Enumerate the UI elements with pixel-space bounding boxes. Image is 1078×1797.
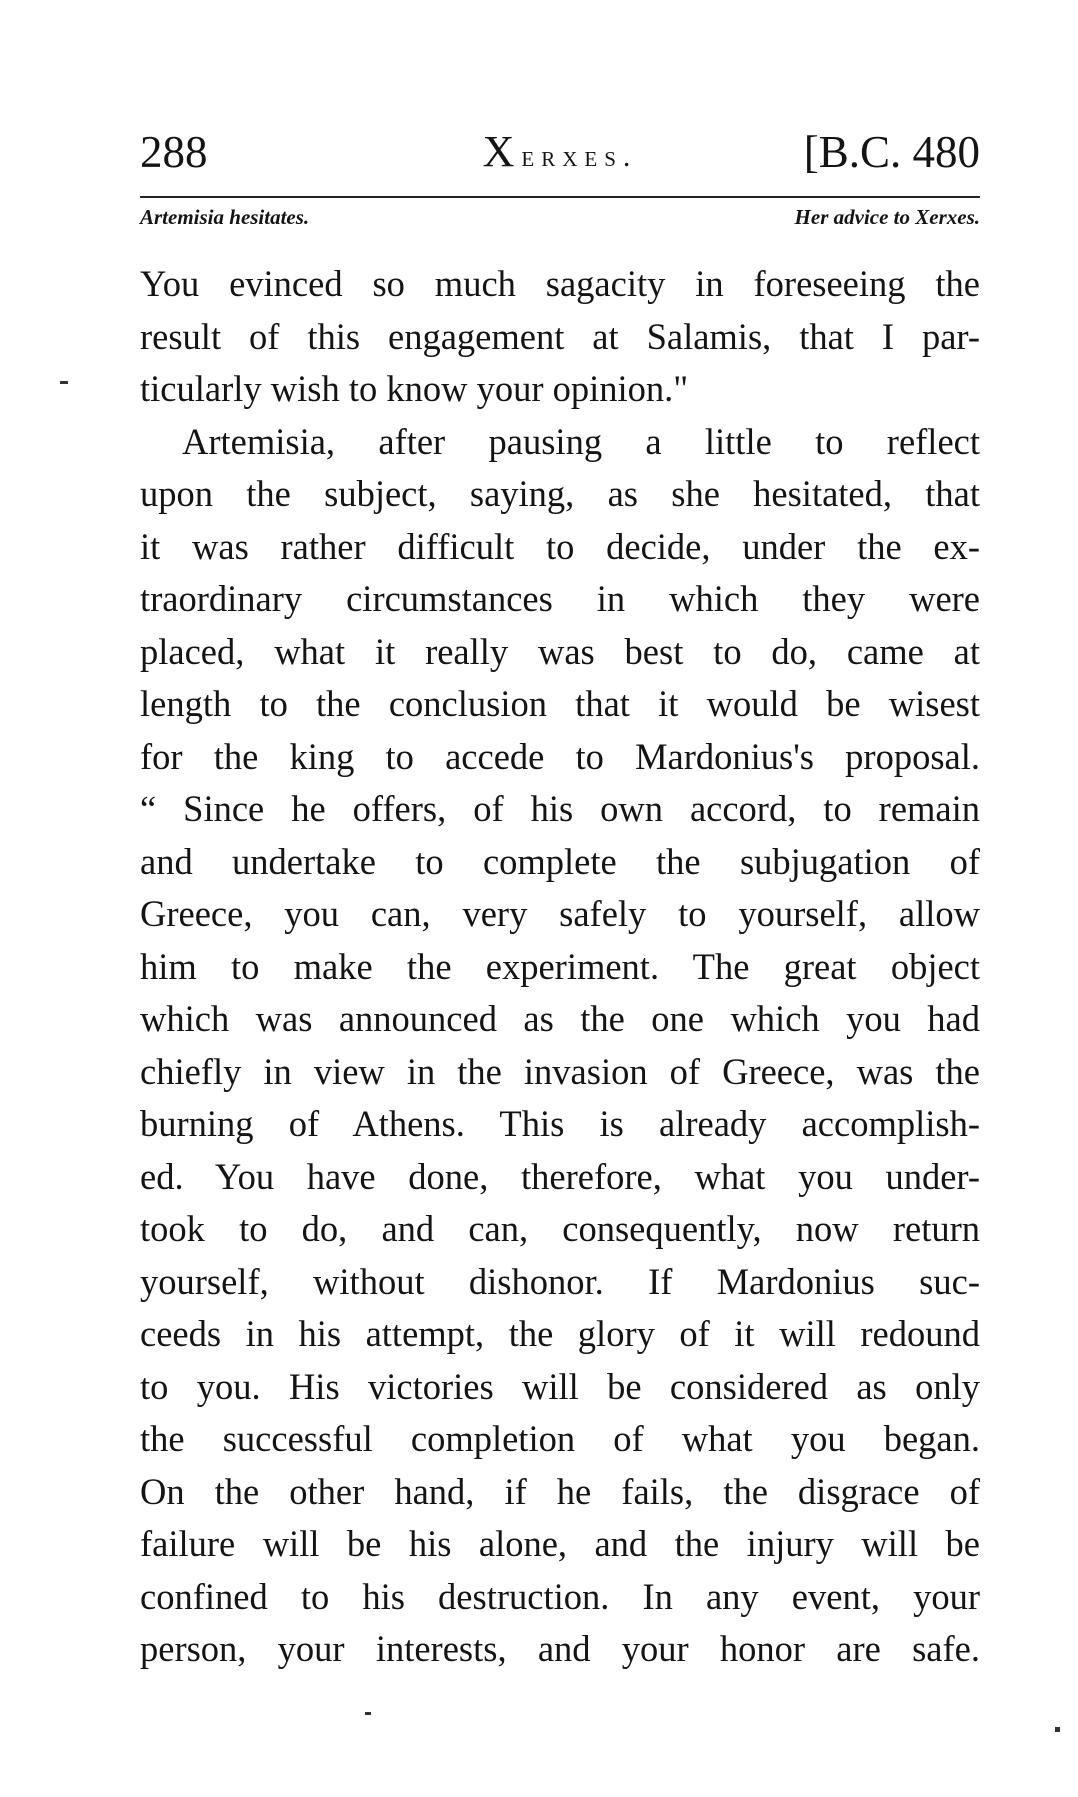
running-date: [B.C. 480 bbox=[803, 127, 980, 177]
text-line: ticularly wish to know your opinion." bbox=[140, 368, 689, 409]
text-line: placed, what it really was best to do, came at bbox=[140, 630, 980, 672]
side-note-left: Artemisia hesitates. bbox=[140, 205, 310, 229]
text-line: Greece, you can, very safely to yourself, allow bbox=[140, 893, 980, 934]
side-note-right: Her advice to Xerxes. bbox=[794, 205, 980, 229]
text-line: yourself, without dishonor. If Mardonius suc- bbox=[140, 1260, 980, 1302]
scan-speck bbox=[1055, 1727, 1060, 1732]
text-line: person, your interests, and your honor are safe. bbox=[140, 1628, 980, 1669]
text-line: the successful completion of what you began. bbox=[140, 1418, 980, 1459]
text-line: confined to his destruction. In any event, your bbox=[140, 1575, 980, 1617]
text-line: ed. You have done, therefore, what you under- bbox=[140, 1155, 980, 1197]
text-line: and undertake to complete the subjugation of bbox=[140, 840, 980, 882]
text-line: upon the subject, saying, as she hesitated, that bbox=[140, 473, 980, 514]
text-line: Artemisia, after pausing a little to reflect bbox=[182, 420, 980, 462]
text-line: You evinced so much sagacity in foreseeing the bbox=[140, 263, 980, 304]
text-line: chiefly in view in the invasion of Greece, was the bbox=[140, 1050, 980, 1092]
scan-speck bbox=[365, 1712, 371, 1715]
page-number: 288 bbox=[140, 127, 208, 177]
text-line: On the other hand, if he fails, the disgrace of bbox=[140, 1470, 980, 1512]
text-line: result of this engagement at Salamis, that I par- bbox=[140, 315, 980, 357]
running-head bbox=[140, 122, 980, 182]
text-line: length to the conclusion that it would be wisest bbox=[140, 683, 980, 724]
text-line: to you. His victories will be considered as only bbox=[140, 1365, 980, 1407]
text-line: which was announced as the one which you had bbox=[140, 998, 980, 1039]
text-line: for the king to accede to Mardonius's proposal. bbox=[140, 735, 980, 777]
text-line: burning of Athens. This is already accomplish- bbox=[140, 1103, 980, 1144]
text-line: ceeds in his attempt, the glory of it will redound bbox=[140, 1313, 980, 1354]
text-line: took to do, and can, consequently, now return bbox=[140, 1208, 980, 1249]
side-notes bbox=[140, 200, 980, 234]
text-line: “ Since he offers, of his own accord, to remain bbox=[140, 788, 980, 829]
text-line: him to make the experiment. The great object bbox=[140, 945, 980, 987]
text-line: failure will be his alone, and the injury will be bbox=[140, 1523, 980, 1564]
scan-speck bbox=[60, 381, 68, 384]
body-text bbox=[140, 258, 980, 1676]
header-rule bbox=[140, 196, 980, 198]
text-line: it was rather difficult to decide, under the ex- bbox=[140, 525, 980, 567]
text-line: traordinary circumstances in which they were bbox=[140, 578, 980, 619]
running-title-initial: X bbox=[482, 127, 522, 176]
running-title-rest: erxes. bbox=[521, 140, 638, 173]
